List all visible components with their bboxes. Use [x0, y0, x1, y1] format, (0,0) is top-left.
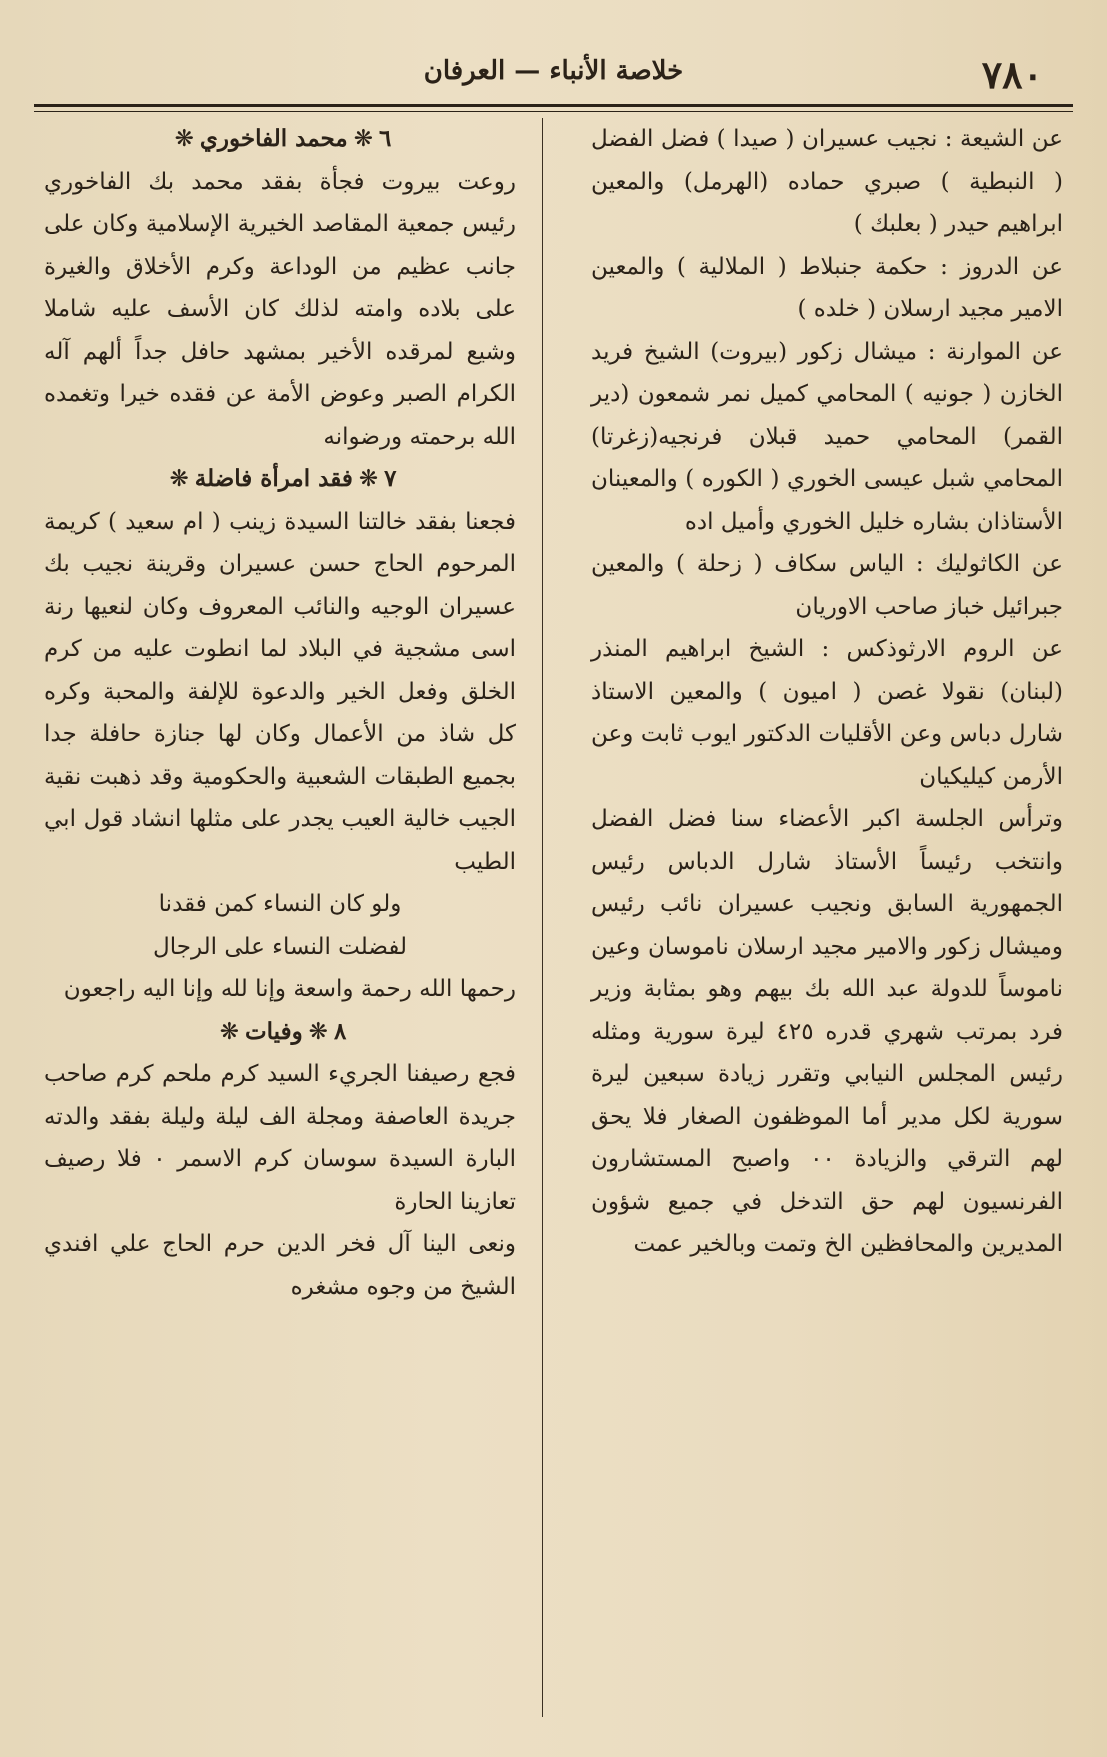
- ornament-icon: ❋: [308, 1018, 328, 1045]
- section-heading: [44, 458, 516, 501]
- left-column: [34, 118, 530, 1717]
- section-number: ٧: [384, 465, 397, 492]
- paragraph: عن الدروز : حكمة جنبلاط ( الملالية ) والمعين الامير مجيد ارسلان ( خلده ): [591, 253, 1063, 322]
- right-column: [577, 118, 1073, 1717]
- paragraph: فجعنا بفقد خالتنا السيدة زينب ( ام سعيد ) كريمة المرحوم الحاج حسن عسيران وقرينة نجيب بك عسيران الوجيه والنائب المعروف وكان لنعيها رنة اسى مشجية في البلاد لما انطوت عليه من كرم الخلق وفعل الخير والدعوة للإلفة والمحبة وكره كل شاذ من الأعمال وكان لها جنازة حافلة جدا بجميع الطبقات الشعبية والحكومية وقد ذهبت نقية الجيب خالية العيب يجدر على مثلها انشاد قول ابي الطيب: [44, 508, 516, 875]
- section-title: فقد امرأة فاضلة: [194, 465, 353, 492]
- ornament-icon: ❋: [174, 126, 194, 152]
- paragraph: عن الموارنة : ميشال زكور (بيروت) الشيخ فريد الخازن ( جونيه ) المحامي كميل نمر شمعون (دير القمر) المحامي حميد قبلان فرنجيه(زغرتا) المحامي شبل عيسى الخوري ( الكوره ) والمعينان الأستاذان بشاره خليل الخوري وأميل اده: [591, 338, 1063, 535]
- paragraph: رحمها الله رحمة واسعة وإنا لله وإنا اليه راجعون: [63, 976, 516, 1002]
- header-rule: [34, 104, 1073, 112]
- section-number: ٨: [333, 1017, 347, 1045]
- ornament-icon: ❋: [219, 1018, 239, 1045]
- paragraph: ونعى الينا آل فخر الدين حرم الحاج علي افندي الشيخ من وجوه مشغره: [44, 1231, 516, 1300]
- section-heading: [44, 118, 516, 161]
- ornament-icon: ❋: [353, 126, 373, 152]
- page-number: ٧٨٠: [981, 52, 1043, 97]
- paragraph: عن الكاثوليك : الياس سكاف ( زحلة ) والمعين جبرائيل خباز صاحب الاوريان: [591, 551, 1063, 620]
- section-heading: [44, 1011, 516, 1054]
- page-header: [34, 44, 1073, 100]
- section-number: ٦: [379, 125, 392, 152]
- section-title: وفيات: [244, 1017, 303, 1045]
- section-title: محمد الفاخوري: [199, 125, 348, 152]
- ornament-icon: ❋: [358, 466, 379, 492]
- column-divider: [542, 118, 543, 1717]
- poem-verse: لفضلت النساء على الرجال: [153, 933, 407, 960]
- paragraph: عن الروم الارثوذكس : الشيخ ابراهيم المنذر (لبنان) نقولا غصن ( اميون ) والمعين الاستاذ شارل دباس وعن الأقليات الدكتور ايوب ثابت وعن الأرمن كيليكيان: [591, 636, 1063, 790]
- ornament-icon: ❋: [169, 466, 189, 492]
- paragraph: عن الشيعة : نجيب عسيران ( صيدا ) فضل الفضل ( النبطية ) صبري حماده (الهرمل) والمعين ابراهيم حيدر ( بعلبك ): [591, 126, 1063, 237]
- paragraph: روعت بيروت فجأة بفقد محمد بك الفاخوري رئيس جمعية المقاصد الخيرية الإسلامية وكان على جانب عظيم من الوداعة وكرم الأخلاق والغيرة على بلاده وامته لذلك كان الأسف عليه شاملا وشيع لمرقده الأخير بمشهد حافل جداً ألهم آله الكرام الصبر وعوض الأمة عن فقده خيرا وتغمده الله برحمته ورضوانه: [44, 168, 516, 450]
- paragraph: فجع رصيفنا الجريء السيد كرم ملحم كرم صاحب جريدة العاصفة ومجلة الف ليلة وليلة بفقد والدته البارة السيدة سوسان كرم الاسمر ٠ فلا رصيف تعازينا الحارة: [44, 1061, 516, 1215]
- poem-verse: ولو كان النساء كمن فقدنا: [158, 891, 402, 917]
- paragraph: وترأس الجلسة اكبر الأعضاء سنا فضل الفضل وانتخب رئيساً الأستاذ شارل الدباس رئيس الجمهورية السابق ونجيب عسيران نائب رئيس وميشال زكور والامير مجيد ارسلان ناموسان وعين ناموساً للدولة عبد الله بك بيهم وهو بمثابة وزير فرد بمرتب شهري قدره ٤٢٥ ليرة سورية ومثله رئيس المجلس النيابي وتقرر زيادة سبعين ليرة سورية لكل مدير أما الموظفون الصغار فلا يحق لهم الترقي والزيادة ٠٠ واصبح المستشارون الفرنسيون لهم حق التدخل في جميع شؤون المديرين والمحافظين الخ وتمت وبالخير عمت: [591, 806, 1063, 1257]
- text-columns: [34, 118, 1073, 1717]
- running-title: خلاصة الأنباء — العرفان: [423, 56, 684, 86]
